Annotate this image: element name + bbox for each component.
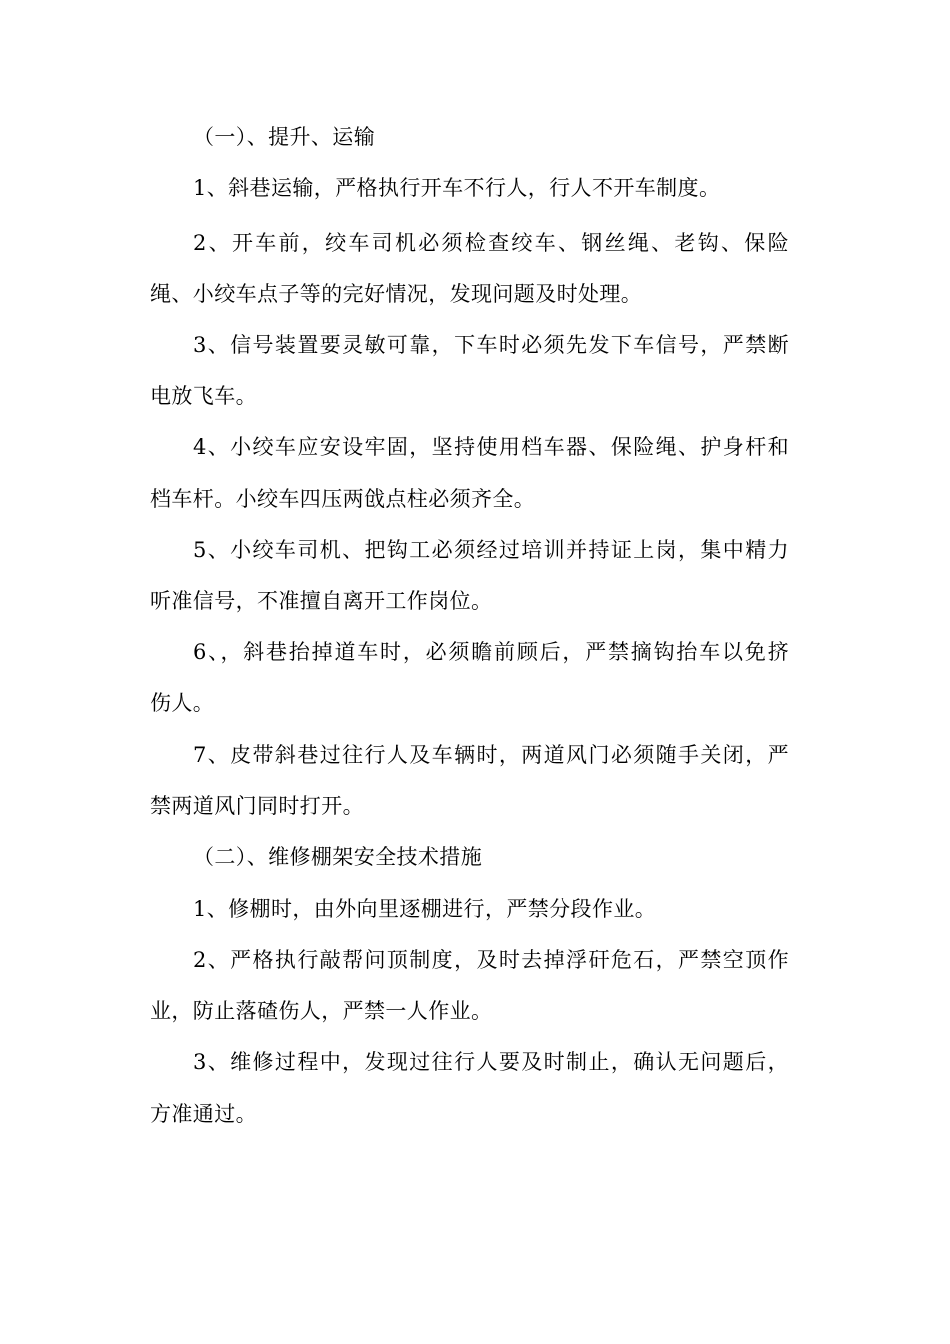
section-2-item-3-line-1: 3、维修过程中，发现过往行人要及时制止，确认无问题后， (193, 1050, 789, 1074)
section-1-item-1-line-1: 1、斜巷运输，严格执行开车不行人，行人不开车制度。 (193, 176, 721, 200)
section-2-item-2-line-1: 2、严格执行敲帮问顶制度，及时去掉浮矸危石，严禁空顶作 (193, 948, 789, 972)
section-2-heading: （二）、维修棚架安全技术措施 (193, 845, 483, 869)
section-1-item-3-line-1: 3、信号装置要灵敏可靠，下车时必须先发下车信号，严禁断 (193, 333, 789, 357)
section-1-item-5-line-2: 听准信号，不准擅自离开工作岗位。 (150, 589, 493, 613)
section-1-item-3-line-2: 电放飞车。 (150, 384, 257, 408)
section-1-item-4-line-2: 档车杆。小绞车四压两戗点柱必须齐全。 (150, 487, 536, 511)
section-1-item-4-line-1: 4、小绞车应安设牢固，坚持使用档车器、保险绳、护身杆和 (193, 435, 789, 459)
section-1-item-7-line-2: 禁两道风门同时打开。 (150, 794, 364, 818)
section-2-item-2-line-2: 业，防止落碴伤人，严禁一人作业。 (150, 999, 493, 1023)
section-1-item-2-line-1: 2、开车前，绞车司机必须检查绞车、钢丝绳、老钩、保险 (193, 231, 789, 255)
section-1-item-6-line-1: 6、，斜巷抬掉道车时，必须瞻前顾后，严禁摘钩抬车以免挤 (193, 640, 789, 664)
section-1-heading: （一）、提升、运输 (193, 125, 376, 149)
section-1-item-2-line-2: 绳、小绞车点子等的完好情况，发现问题及时处理。 (150, 282, 643, 306)
section-2-item-3-line-2: 方准通过。 (150, 1102, 257, 1126)
section-1-item-5-line-1: 5、小绞车司机、把钩工必须经过培训并持证上岗，集中精力 (193, 538, 789, 562)
section-1-item-6-line-2: 伤人。 (150, 691, 215, 715)
section-1-item-7-line-1: 7、皮带斜巷过往行人及车辆时，两道风门必须随手关闭，严 (193, 743, 789, 767)
section-2-item-1-line-1: 1、修棚时，由外向里逐棚进行，严禁分段作业。 (193, 897, 657, 921)
